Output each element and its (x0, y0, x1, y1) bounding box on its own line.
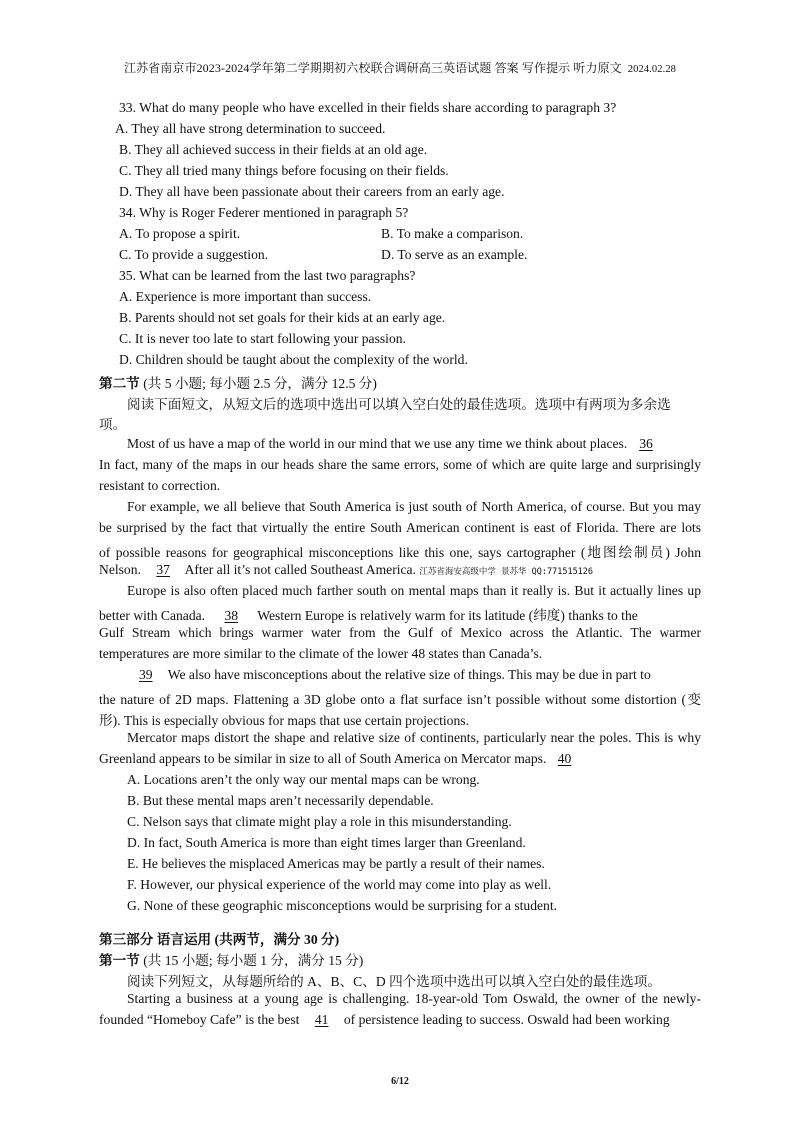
section2-instruction-2: 项。 (99, 417, 127, 432)
section2-heading (99, 372, 377, 392)
blank-37: 37 (156, 562, 170, 577)
part3-section1-title: 第一节 (99, 953, 140, 968)
header-date: 2024.02.28 (627, 64, 677, 75)
section2-info: (共 5 小题; 每小题 2.5 分，满分 12.5 分) (143, 376, 377, 391)
blank-41: 41 (314, 1012, 329, 1027)
q34-stem: 34. Why is Roger Federer mentioned in paragraph 5? (119, 205, 409, 220)
blank-38: 38 (224, 608, 239, 623)
passage-p5-line1: Mercator maps distort the shape and relative size of continents, particularly near the poles. This is why (127, 730, 701, 745)
passage-p1-line3: resistant to correction. (99, 478, 221, 493)
part3-instruction: 阅读下列短文，从每题所给的 A、B、C、D 四个选项中选出可以填入空白处的最佳选项。 (127, 974, 661, 989)
option-c: C. Nelson says that climate might play a role in this misunderstanding. (127, 814, 512, 829)
q35-option-b: B. Parents should not set goals for their kids at an early age. (119, 310, 446, 325)
q33-stem: 33. What do many people who have excelled in their fields share according to paragraph 3? (119, 100, 617, 115)
q35-option-c: C. It is never too late to start following your passion. (119, 331, 406, 346)
q33-option-c: C. They all tried many things before focusing on their fields. (119, 163, 449, 178)
q34-option-c: C. To provide a suggestion. (119, 247, 269, 262)
option-f: F. However, our physical experience of the world may come into play as well. (127, 877, 552, 892)
q33-option-d: D. They all have been passionate about their careers from an early age. (119, 184, 505, 199)
q35-option-a: A. Experience is more important than success. (119, 289, 372, 304)
passage-p1-line2: In fact, many of the maps in our heads share the same errors, some of which are quite large and surprisingly (99, 457, 701, 472)
q35-stem: 35. What can be learned from the last two paragraphs? (119, 268, 416, 283)
blank-40: 40 (557, 751, 572, 766)
q34-options-row2 (119, 247, 719, 263)
passage-p4-line3: 形). This is especially obvious for maps that use certain projections. (99, 713, 469, 728)
page-header (0, 59, 800, 76)
passage-p2-line4: Nelson. 37 After all it’s not called Southeast America. 江苏省海安高级中学 景苏华 QQ:771515126 (99, 562, 594, 577)
option-d: D. In fact, South America is more than eight times larger than Greenland. (127, 835, 526, 850)
passage-p3-line4: temperatures are more similar to the climate of the lower 48 states than Canada’s. (99, 646, 543, 661)
part3-section1-info: (共 15 小题; 每小题 1 分，满分 15 分) (143, 953, 364, 968)
section2-instruction-1: 阅读下面短文，从短文后的选项中选出可以填入空白处的最佳选项。选项中有两项为多余选 (127, 397, 671, 412)
option-e: E. He believes the misplaced Americas may be partly a result of their names. (127, 856, 545, 871)
passage-p2-line2: be surprised by the fact that virtually the entire South American continent is east of Florida. There are lots (99, 520, 701, 535)
page-number: 6/12 (391, 1076, 409, 1087)
passage-p1-line1: Most of us have a map of the world in our mind that we use any time we think about places. 36 (127, 436, 665, 452)
q35-option-d: D. Children should be taught about the complexity of the world. (119, 352, 468, 367)
q34-option-b: B. To make a comparison. (381, 226, 524, 241)
q34-option-d: D. To serve as an example. (381, 247, 528, 262)
part3-title: 第三部分 语言运用 (共两节，满分 30 分) (99, 932, 340, 947)
part3-line1: Starting a business at a young age is challenging. 18-year-old Tom Oswald, the owner of the newly- (127, 991, 701, 1006)
section2-title: 第二节 (99, 376, 140, 391)
part3-section1-heading (99, 949, 363, 969)
q33-option-a: A. They all have strong determination to succeed. (115, 121, 386, 136)
option-a: A. Locations aren’t the only way our mental maps can be wrong. (127, 772, 480, 787)
q33-option-b: B. They all achieved success in their fields at an old age. (119, 142, 428, 157)
part3-line2: founded “Homeboy Cafe” is the best 41 of persistence leading to success. Oswald had been working (99, 1012, 670, 1027)
passage-p3-line1: Europe is also often placed much farther south on mental maps than it really is. But it actually lines up (127, 583, 701, 598)
blank-39: 39 (139, 667, 153, 682)
passage-p5-line2: Greenland appears to be similar in size to all of South America on Mercator maps. 40 (99, 751, 579, 767)
option-b: B. But these mental maps aren’t necessarily dependable. (127, 793, 434, 808)
passage-p3-line2: better with Canada. 38 Western Europe is relatively warm for its latitude (纬度) thanks to the (99, 608, 638, 623)
passage-p2-line1: For example, we all believe that South America is just south of North America, of course. But you may (127, 499, 701, 514)
passage-p4-line1: 39 We also have misconceptions about the relative size of things. This may be due in part to (127, 667, 651, 683)
passage-p2-line3: of possible reasons for geographical misconceptions like this one, says cartographer (地图绘制员) John (99, 545, 701, 560)
blank-36: 36 (639, 436, 653, 451)
passage-p4-line2: the nature of 2D maps. Flattening a 3D globe onto a flat surface isn’t possible without some distortion (变 (99, 692, 701, 707)
header-title: 江苏省南京市2023-2024学年第二学期期初六校联合调研高三英语试题 答案 写作提示 听力原文 (123, 61, 622, 75)
passage-p3-line3: Gulf Stream which brings warmer water from the Gulf of Mexico across the Atlantic. The warmer (99, 625, 701, 640)
q34-option-a: A. To propose a spirit. (119, 226, 241, 241)
q34-options-row1 (119, 226, 719, 242)
option-g: G. None of these geographic misconceptions would be surprising for a student. (127, 898, 557, 913)
source-note: 江苏省海安高级中学 景苏华 QQ:771515126 (419, 567, 594, 577)
